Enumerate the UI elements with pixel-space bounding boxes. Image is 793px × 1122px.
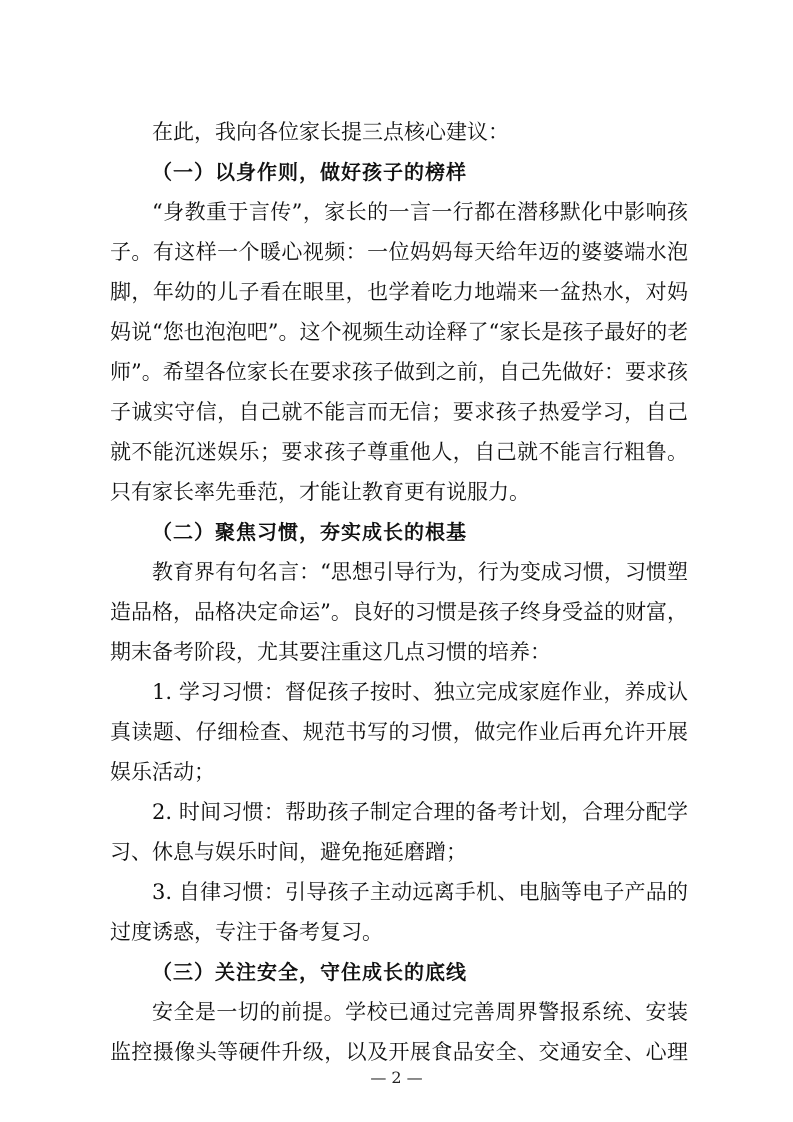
habit-item-study: 1. 学习习惯：督促孩子按时、独立完成家庭作业，养成认 — [152, 680, 688, 704]
habit-item-self-discipline: 过度诱惑，专注于备考复习。 — [110, 920, 383, 944]
section-2-line: 教育界有句名言：“思想引导行为，行为变成习惯，习惯塑 — [152, 560, 688, 584]
section-2-line: 期末备考阶段，尤其要注重这几点习惯的培养： — [110, 640, 551, 664]
section-1-line: 师”。希望各位家长在要求孩子做到之前，自己先做好：要求孩 — [110, 360, 688, 384]
section-2-heading: （二）聚焦习惯，夯实成长的根基 — [152, 520, 467, 544]
habit-item-study: 真读题、仔细检查、规范书写的习惯，做完作业后再允许开展 — [110, 720, 688, 744]
section-1-line: 脚，年幼的儿子看在眼里，也学着吃力地端来一盆热水，对妈 — [110, 280, 688, 304]
section-2-line: 造品格，品格决定命运”。良好的习惯是孩子终身受益的财富， — [110, 600, 688, 624]
habit-item-study: 娱乐活动； — [110, 760, 215, 784]
intro-paragraph: 在此，我向各位家长提三点核心建议： — [152, 120, 509, 144]
section-1-line: 只有家长率先垂范，才能让教育更有说服力。 — [110, 480, 530, 504]
section-1-line: 子。有这样一个暖心视频：一位妈妈每天给年迈的婆婆端水泡 — [110, 240, 688, 264]
page-number: — 2 — — [370, 1068, 423, 1087]
section-1-line: 子诚实守信，自己就不能言而无信；要求孩子热爱学习，自己 — [110, 400, 688, 424]
section-1-line: 就不能沉迷娱乐；要求孩子尊重他人，自己就不能言行粗鲁。 — [110, 440, 688, 464]
habit-item-self-discipline: 3. 自律习惯：引导孩子主动远离手机、电脑等电子产品的 — [152, 880, 688, 904]
section-1-line: “身教重于言传”，家长的一言一行都在潜移默化中影响孩 — [152, 200, 688, 224]
section-3-line: 监控摄像头等硬件升级，以及开展食品安全、交通安全、心理 — [110, 1040, 688, 1064]
section-3-heading: （三）关注安全，守住成长的底线 — [152, 960, 467, 984]
section-3-line: 安全是一切的前提。学校已通过完善周界警报系统、安装 — [152, 1000, 688, 1024]
section-1-line: 妈说“您也泡泡吧”。这个视频生动诠释了“家长是孩子最好的老 — [110, 320, 689, 344]
section-1-heading: （一）以身作则，做好孩子的榜样 — [152, 160, 467, 184]
habit-item-time: 2. 时间习惯：帮助孩子制定合理的备考计划，合理分配学 — [152, 800, 688, 824]
habit-item-time: 习、休息与娱乐时间，避免拖延磨蹭； — [110, 840, 467, 864]
